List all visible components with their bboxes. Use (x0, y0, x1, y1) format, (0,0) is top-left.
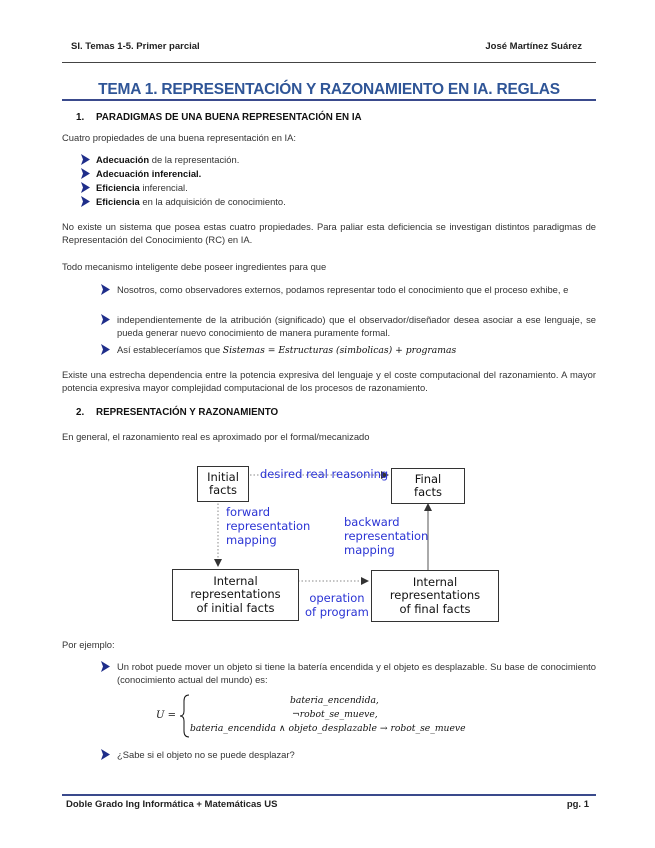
list-item (96, 181, 188, 194)
box-internal-initial: Internal representations of initial facts (172, 569, 299, 621)
section1-heading: PARADIGMAS DE UNA BUENA REPRESENTACIÓN EN IA (96, 112, 362, 123)
footer-left: Doble Grado Ing Informática + Matemáticas US (66, 799, 278, 810)
bullet-bold: Eficiencia (96, 196, 140, 207)
section1-paragraph-1: No existe un sistema que posea estas cuatro propiedades. Para paliar esta deficiencia se investigan distintos paradigmas de Representación del Conocimiento (RC) en IA. (62, 221, 596, 246)
bullet-arrow-icon (80, 154, 90, 165)
section1-number: 1. (76, 112, 85, 123)
section2-intro: En general, el razonamiento real es aproximado por el formal/mecanizado (62, 431, 370, 442)
list-item: Un robot puede mover un objeto si tiene la batería encendida y el objeto es desplazable. Su base de conocimiento (conocimiento actual del mundo) es: (117, 661, 596, 685)
label-operation: operation of program (305, 591, 369, 619)
box-initial-facts: Initial facts (197, 466, 249, 502)
bullet-rest: de la representación. (149, 154, 240, 165)
bullet-arrow-icon (100, 284, 110, 295)
list-item: Nosotros, como observadores externos, podamos representar todo el conocimiento que el proceso exhibe, e (117, 284, 569, 295)
formula-line-3: bateria_encendida ∧ objeto_desplazable → robot_se_mueve (190, 723, 466, 734)
section2-heading: REPRESENTACIÓN Y RAZONAMIENTO (96, 407, 279, 418)
bullet-arrow-icon (100, 314, 110, 325)
bullet-bold: Eficiencia (96, 182, 140, 193)
header-left: SI. Temas 1-5. Primer parcial (71, 41, 200, 52)
formula-line-1: bateria_encendida, (290, 695, 379, 706)
footer-divider (62, 794, 596, 796)
box-internal-final: Internal representations of final facts (371, 570, 499, 622)
title-box (62, 81, 596, 101)
formula-lhs: U = (156, 710, 176, 721)
bullet-arrow-icon (80, 196, 90, 207)
section2-number: 2. (76, 407, 85, 418)
list-item (96, 167, 201, 180)
list-item (96, 195, 286, 208)
label-forward: forward representation mapping (226, 505, 311, 547)
bullet-arrow-icon (80, 168, 90, 179)
list-item: ¿Sabe si el objeto no se puede desplazar? (117, 749, 295, 760)
section1-paragraph-3: Existe una estrecha dependencia entre la potencia expresiva del lenguaje y el coste computacional del razonamiento. A mayor potencia expresiva mayor complejidad computacional de los procesos de razonamiento. (62, 369, 596, 394)
bullet-prefix: Así estableceríamos que (117, 344, 223, 355)
list-item (117, 343, 456, 357)
bullet-arrow-icon (100, 749, 110, 760)
bullet-arrow-icon (100, 344, 110, 355)
bullet-arrow-icon (80, 182, 90, 193)
math-formula: Sistemas = Estructuras (simbolicas) + programas (222, 345, 457, 356)
list-item (96, 153, 239, 166)
bullet-arrow-icon (100, 661, 110, 672)
section1-intro: Cuatro propiedades de una buena representación en IA: (62, 132, 297, 143)
bullet-bold: Adecuación (96, 154, 150, 165)
box-final-facts: Final facts (391, 468, 465, 504)
page-number: pg. 1 (566, 799, 589, 810)
label-backward: backward representation mapping (344, 515, 429, 557)
formula-line-2: ¬robot_se_mueve, (292, 709, 378, 720)
label-desired: desired real reasoning (260, 467, 389, 481)
example-intro: Por ejemplo: (62, 639, 115, 650)
bullet-rest: en la adquisición de conocimiento. (139, 196, 286, 207)
bullet-bold: Adecuación inferencial. (96, 168, 202, 179)
page-title: TEMA 1. REPRESENTACIÓN Y RAZONAMIENTO EN IA. REGLAS (98, 81, 560, 98)
bullet-rest: inferencial. (139, 182, 188, 193)
header-divider (62, 62, 596, 63)
list-item: independientemente de la atribución (significado) que el observador/diseñador desea asociar a ese lenguaje, se pueda generar nuevo conocimiento de manera puramente formal. (117, 314, 596, 338)
section1-paragraph-2: Todo mecanismo inteligente debe poseer ingredientes para que (62, 261, 327, 272)
header-right: José Martínez Suárez (485, 41, 582, 52)
